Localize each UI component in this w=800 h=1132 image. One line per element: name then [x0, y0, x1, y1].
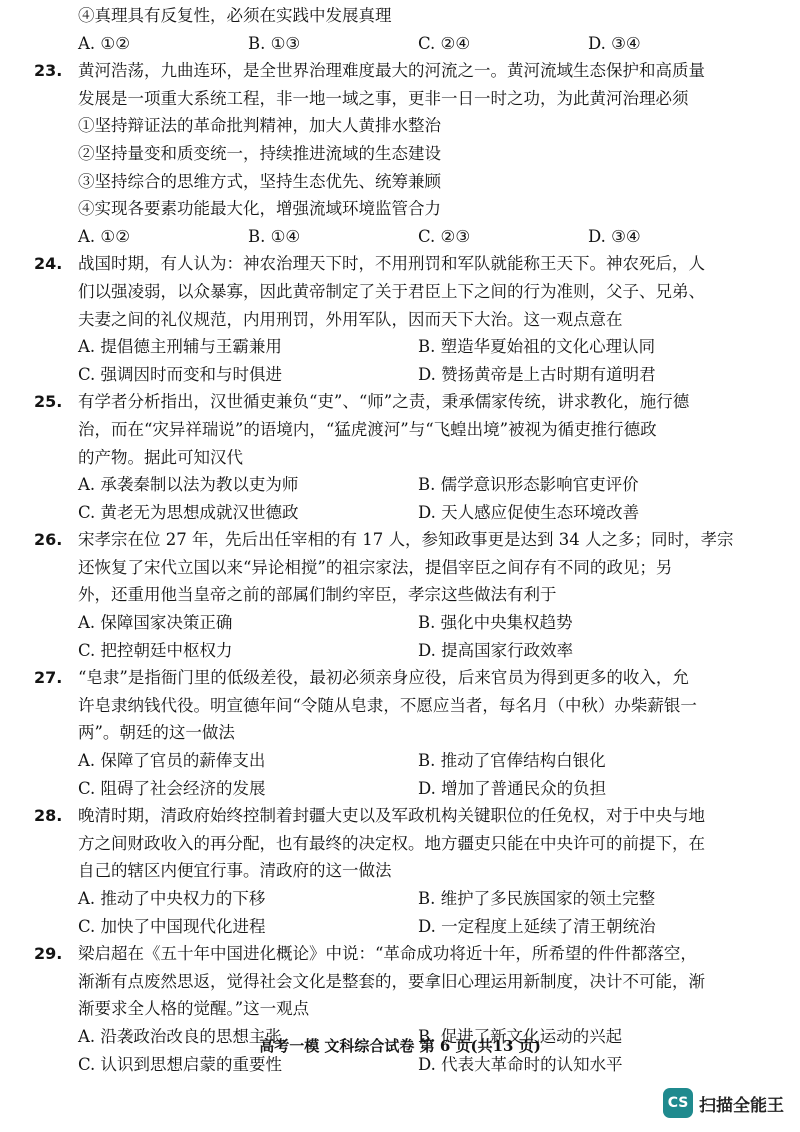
q25-stem-line-2: 治，而在“灾异祥瑞说”的语境内，“猛虎渡河”与“飞蝗出境”被视为循吏推行德政: [78, 419, 657, 439]
q23-option-b[interactable]: B. ①④: [248, 226, 301, 246]
q28-option-a[interactable]: A. 推动了中央权力的下移: [78, 889, 266, 908]
exam-content: [34, 2, 758, 1078]
q26-stem-line-1: [34, 526, 758, 554]
q27-stem-line-3: 两”。朝廷的这一做法: [78, 723, 235, 743]
q24-option-d[interactable]: D. 赞扬黄帝是上古时期有道明君: [418, 364, 656, 384]
q24-stem-line-2: 们以强凌弱，以众暴寡，因此黄帝制定了关于君臣上下之间的行为准则，父子、兄弟、: [78, 281, 705, 301]
q25-option-b[interactable]: B. 儒学意识形态影响官吏评价: [418, 475, 639, 495]
q26-stem-text-1: 宋孝宗在位 27 年，先后出任宰相的有 17 人，参知政事更是达到 34 人之多；同时，孝宗: [78, 530, 734, 550]
q28-number: 28.: [34, 806, 63, 826]
q29-option-c[interactable]: C. 认识到思想启蒙的重要性: [78, 1054, 283, 1074]
q23-item-4: ④实现各要素功能最大化，增强流域环境监管合力: [78, 199, 441, 219]
q23-number: 23.: [34, 61, 63, 81]
q28-stem-line-1: [34, 802, 758, 830]
q29-number: 29.: [34, 944, 63, 964]
watermark-text: 扫描全能王: [699, 1095, 784, 1116]
q24-stem-line-1: [34, 250, 758, 278]
q25-stem-line-3: 的产物。据此可知汉代: [78, 447, 243, 467]
q23-item-1: ①坚持辩证法的革命批判精神，加大人黄排水整治: [78, 116, 441, 136]
q23-stem-text-1: 黄河浩荡，九曲连环，是全世界治理难度最大的河流之一。黄河流域生态保护和高质量: [78, 61, 705, 81]
scanner-watermark: [663, 1088, 784, 1118]
q29-stem-line-3: 渐要求全人格的觉醒。”这一观点: [78, 999, 310, 1019]
q29-stem-line-1: [34, 940, 758, 968]
q28-option-c[interactable]: C. 加快了中国现代化进程: [78, 916, 266, 936]
q27-options-row-1: [48, 747, 758, 775]
q25-option-a[interactable]: A. 承袭秦制以法为教以吏为师: [78, 475, 299, 495]
q26-option-d[interactable]: D. 提高国家行政效率: [418, 640, 574, 660]
q25-stem-text-1: 有学者分析指出，汉世循吏兼负“吏”、“师”之责，秉承儒家传统，讲求教化，施行德: [78, 392, 690, 412]
q25-options-row-1: [48, 471, 758, 499]
page-footer: 高考一模 文科综合试卷 第 6 页(共13 页): [259, 1037, 541, 1055]
q26-options-row-2: [48, 637, 758, 665]
q28-stem-line-2: 方之间财政收入的再分配，也有最终的决定权。地方疆吏只能在中央许可的前提下，在: [78, 833, 705, 853]
q26-stem-line-3: 外，还重用他当皇帝之前的部属们制约宰臣，孝宗这些做法有利于: [78, 585, 557, 605]
q26-option-a[interactable]: A. 保障国家决策正确: [78, 613, 233, 633]
q27-stem-line-2: 许皂隶纳钱代役。明宣德年间“令随从皂隶，不愿应当者，每名月（中秋）办柴薪银一: [78, 695, 697, 715]
q23-option-a[interactable]: A. ①②: [78, 226, 130, 246]
q27-option-c[interactable]: C. 阻碍了社会经济的发展: [78, 778, 266, 798]
camscanner-logo-icon: CS: [663, 1088, 693, 1118]
q23-item-2: ②坚持量变和质变统一，持续推进流域的生态建设: [78, 143, 441, 163]
q27-option-b[interactable]: B. 推动了官俸结构白银化: [418, 751, 606, 771]
q27-options-row-2: [48, 775, 758, 803]
q27-stem-text-1: “皂隶”是指衙门里的低级差役，最初必须亲身应役，后来官员为得到更多的收入，允: [78, 668, 689, 688]
q26-options-row-1: [48, 609, 758, 637]
q26-stem-line-2: 还恢复了宋代立国以来“异论相搅”的祖宗家法，提倡宰臣之间存有不同的政见；另: [78, 557, 673, 577]
q28-stem-line-3: 自己的辖区内便宜行事。清政府的这一做法: [78, 861, 392, 881]
q23-option-c[interactable]: C. ②③: [418, 226, 471, 246]
q28-option-b[interactable]: B. 维护了多民族国家的领土完整: [418, 889, 656, 908]
q28-options-row-1: [48, 885, 758, 913]
q29-option-b[interactable]: B. 促进了新文化运动的兴起: [418, 1026, 623, 1046]
q23-options: [48, 223, 758, 251]
q24-stem-text-1: 战国时期，有人认为：神农治理天下时，不用刑罚和军队就能称王天下。神农死后，人: [78, 254, 705, 274]
q29-option-d[interactable]: D. 代表大革命时的认知水平: [418, 1054, 623, 1074]
q25-option-d[interactable]: D. 天人感应促使生态环境改善: [418, 502, 640, 522]
q23-option-d[interactable]: D. ③④: [588, 226, 641, 246]
q24-stem-line-3: 夫妻之间的礼仪规范，内用刑罚，外用军队，因而天下大治。这一观点意在: [78, 309, 623, 329]
q28-options-row-2: [48, 913, 758, 941]
q27-option-a[interactable]: A. 保障了官员的薪俸支出: [78, 751, 266, 771]
q26-option-b[interactable]: B. 强化中央集权趋势: [418, 613, 573, 633]
q24-option-a[interactable]: A. 提倡德主刑辅与王霸兼用: [78, 337, 282, 357]
q22-option-c[interactable]: C. ②④: [418, 33, 471, 53]
q25-options-row-2: [48, 499, 758, 527]
q24-options-row-2: [48, 361, 758, 389]
q29-stem-line-2: 渐渐有点废然思返，觉得社会文化是整套的，要拿旧心理运用新制度，决计不可能，渐: [78, 971, 705, 991]
q27-stem-line-1: [34, 664, 758, 692]
q24-option-c[interactable]: C. 强调因时而变和与时俱进: [78, 364, 283, 384]
q23-item-3: ③坚持综合的思维方式，坚持生态优先、统筹兼顾: [78, 171, 441, 191]
q28-stem-text-1: 晚清时期，清政府始终控制着封疆大吏以及军政机构关键职位的任免权，对于中央与地: [78, 806, 705, 826]
q27-number: 27.: [34, 668, 63, 688]
q25-option-c[interactable]: C. 黄老无为思想成就汉世德政: [78, 502, 299, 522]
q22-options: [48, 30, 758, 58]
q22-item-4: ④真理具有反复性，必须在实践中发展真理: [78, 6, 392, 25]
q29-option-a[interactable]: A. 沿袭政治改良的思想主张: [78, 1026, 282, 1046]
q25-stem-line-1: [34, 388, 758, 416]
q24-options-row-1: [48, 333, 758, 361]
q24-number: 24.: [34, 254, 63, 274]
q25-number: 25.: [34, 392, 63, 412]
q23-stem-line-1: [34, 57, 758, 85]
q27-option-d[interactable]: D. 增加了普通民众的负担: [418, 778, 607, 798]
q22-option-d[interactable]: D. ③④: [588, 33, 641, 53]
q29-stem-text-1: 梁启超在《五十年中国进化概论》中说：“革命成功将近十年，所希望的件件都落空，: [78, 944, 697, 964]
q23-stem-line-2: 发展是一项重大系统工程，非一地一域之事，更非一日一时之功，为此黄河治理必须: [78, 88, 689, 108]
q26-number: 26.: [34, 530, 63, 550]
q22-option-b[interactable]: B. ①③: [248, 33, 301, 53]
q22-option-a[interactable]: A. ①②: [78, 33, 130, 53]
q24-option-b[interactable]: B. 塑造华夏始祖的文化心理认同: [418, 337, 656, 357]
q26-option-c[interactable]: C. 把控朝廷中枢权力: [78, 640, 233, 660]
q28-option-d[interactable]: D. 一定程度上延续了清王朝统治: [418, 916, 656, 936]
